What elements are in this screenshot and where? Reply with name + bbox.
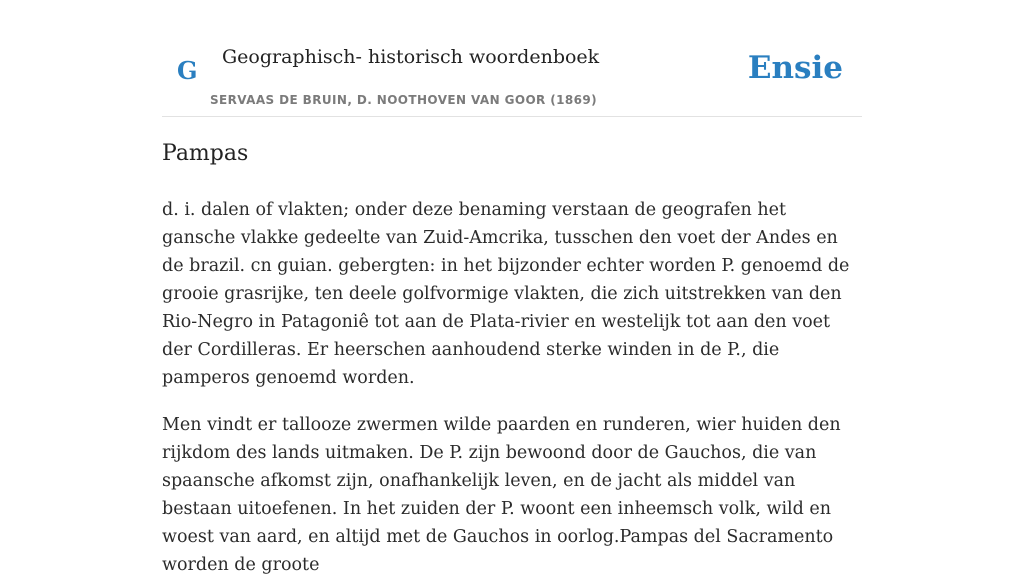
article-paragraph: Men vindt er tallooze zwermen wilde paarden en runderen, wier huiden den rijkdom des lands uitmaken. De P. zijn bewoond door de Gauchos, die van spaansche afkomst zijn, onafhankelijk leven, en de jacht als middel van bestaan uitoefenen. In het zuiden der P. woont een inheemsch volk, wild en woest van aard, en altijd met de Gauchos in oorlog.Pampas del Sacramento worden de groote: [162, 415, 841, 575]
article-paragraph: d. i. dalen of vlakten; onder deze benaming verstaan de geografen het gansche vlakke gedeelte van Zuid-Amcrika, tusschen den voet der Andes en de brazil. cn guian. gebergten: in het bijzonder echter worden P. genoemd de grooie grasrijke, ten deele golfvormige vlakten, die zich uitstrekken van den Rio-Negro in Patagoniê tot aan de Plata-rivier en westelijk tot aan den voet der Cordilleras. Er heerschen aanhoudend sterke winden in de P., die pamperos genoemd worden.: [162, 200, 850, 388]
dictionary-title[interactable]: Geographisch- historisch woordenboek: [222, 46, 600, 68]
ensie-brand-logo[interactable]: Ensie: [747, 50, 843, 86]
article-headword: Pampas: [162, 141, 249, 166]
article: [162, 138, 862, 579]
dictionary-authors: SERVAAS DE BRUIN, D. NOOTHOVEN VAN GOOR (1869): [210, 93, 598, 107]
dictionary-header: [162, 0, 862, 117]
dictionary-logo-letter[interactable]: G: [177, 56, 198, 85]
